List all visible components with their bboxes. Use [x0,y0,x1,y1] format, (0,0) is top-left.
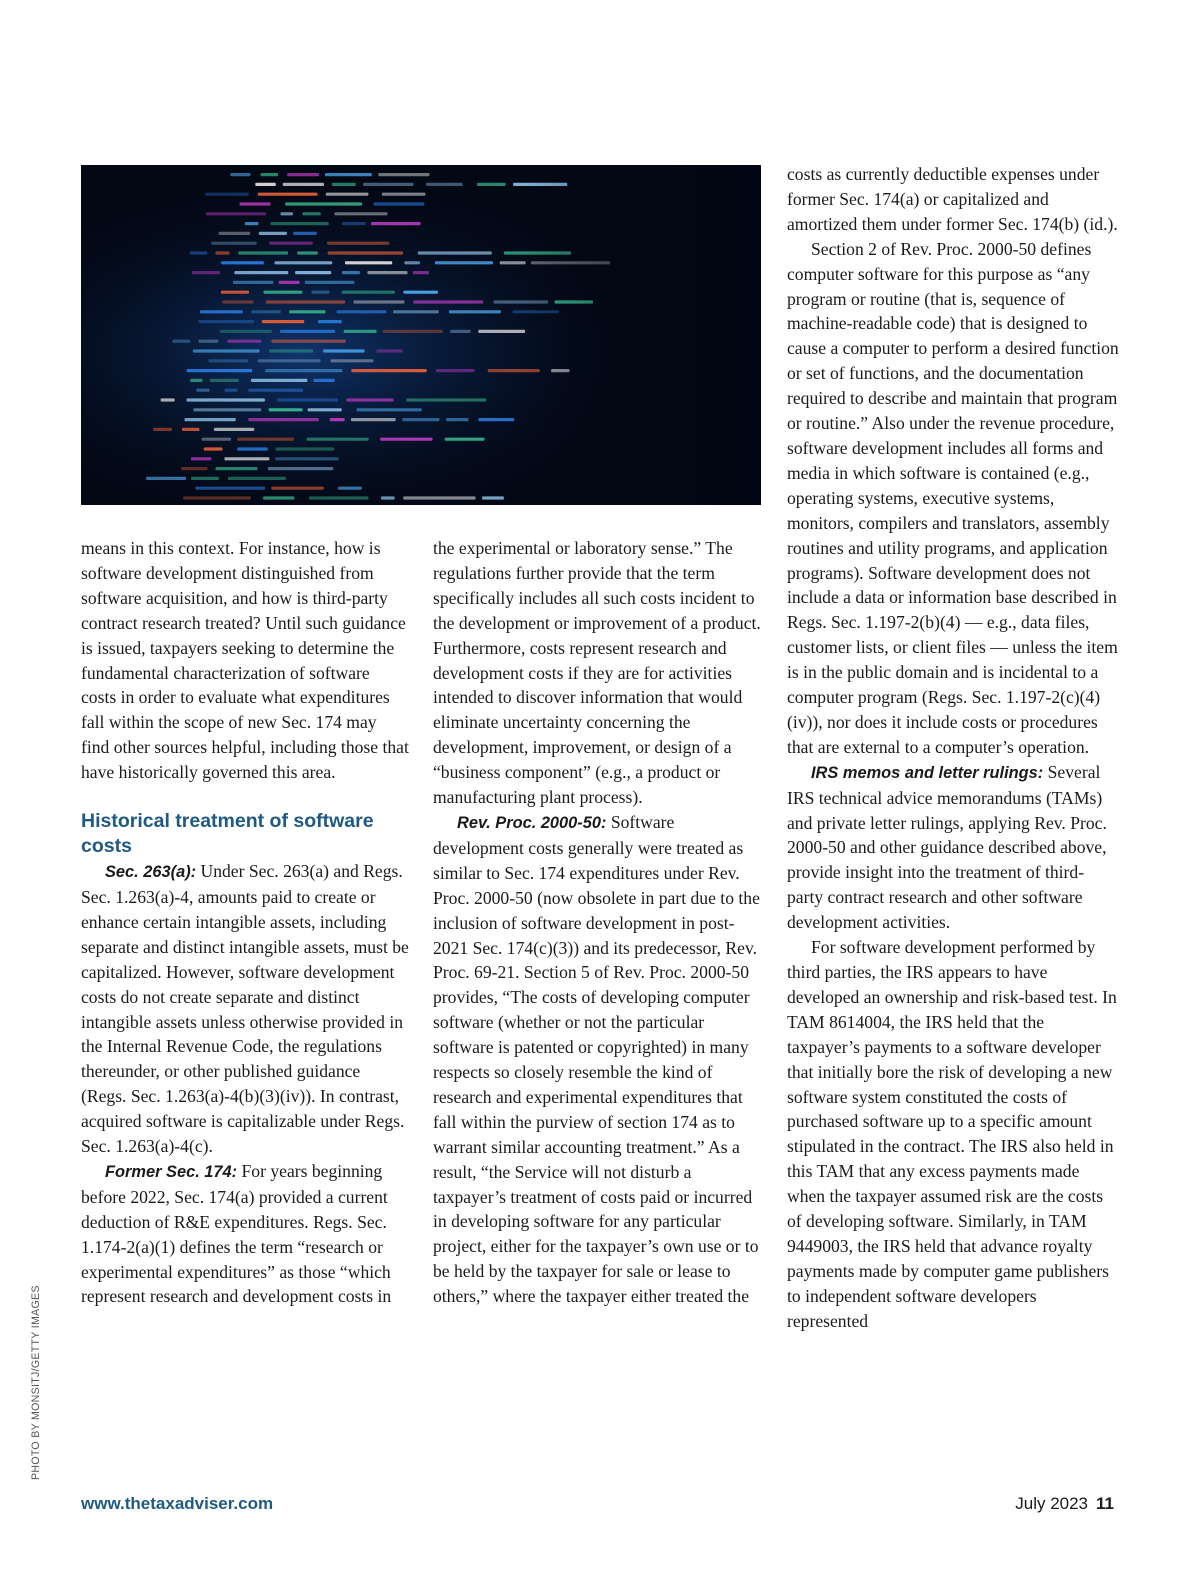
body-paragraph [787,760,1119,935]
body-paragraph [81,859,409,1159]
column-3 [787,162,1119,1334]
column-2 [433,536,761,1309]
paragraph-text: For years beginning before 2022, Sec. 174(a) provided a current deduction of R&E expenditures. Regs. Sec. 1.174-2(a)(1) defines the term “research or experimental expenditures” as those “which represent research and development costs in [81,1160,392,1307]
paragraph-text: Under Sec. 263(a) and Regs. Sec. 1.263(a)-4, amounts paid to create or enhance certain intangible assets, including separate and distinct intangible assets, must be capitalized. However, software development costs do not create separate and distinct intangible assets unless otherwise provided in the Internal Revenue Code, the regulations thereunder, or other published guidance (Regs. Sec. 1.263(a)-4(b)(3)(iv)). In contrast, acquired software is capitalizable under Regs. Sec. 1.263(a)-4(c). [81,861,409,1157]
body-paragraph: the experimental or laboratory sense.” The regulations further provide that the term specifically includes all such costs incident to the development or improvement of a product. Furthermore, costs represent research and development costs if they are for activities intended to discover information that would eliminate uncertainty concerning the development, improvement, or design of a “business component” (e.g., a product or manufacturing plant process). [433,538,761,808]
code-screen-image [81,165,761,505]
page-number: 11 [1096,1494,1114,1513]
section-heading: Historical treatment of software costs [81,810,374,858]
body-paragraph: means in this context. For instance, how is software development distinguished from software acquisition, and how is third-party contract research treated? Until such guidance is issued, taxpayers seeking to determine the fundamental characterization of software costs in order to evaluate what expenditures fall within the scope of new Sec. 174 may find other sources helpful, including those that have historically governed this area. [81,538,409,783]
run-in-heading: Former Sec. 174: [105,1162,238,1181]
column-1 [81,536,409,1309]
paragraph-text: Software development costs generally were treated as similar to Sec. 174 expenditures under Rev. Proc. 2000-50 (now obsolete in part due to the inclusion of software development in post-2021 Sec. 174(c)(3)) and its predecessor, Rev. Proc. 69-21. Section 5 of Rev. Proc. 2000-50 provides, “The costs of developing computer software (whether or not the particular software is patented or copyrighted) in many respects so closely resemble the kind of research and experimental expenditures that fall within the purview of section 174 as to warrant similar accounting treatment.” As a result, “the Service will not disturb a taxpayer’s treatment of costs paid or incurred in developing software for any particular project, either for the taxpayer’s own use or to be held by the taxpayer for sale or lease to others,” where the taxpayer either treated the [433,811,760,1307]
body-paragraph: costs as currently deductible expenses under former Sec. 174(a) or capitalized and amortized them under former Sec. 174(b) (id.). [787,164,1118,234]
footer-date-page [1015,1494,1114,1514]
photo-credit: PHOTO BY MONSITJ/GETTY IMAGES [30,1285,42,1480]
body-paragraph [433,810,761,1309]
footer-date: July 2023 [1015,1494,1089,1513]
paragraph-text: Several IRS technical advice memorandums (TAMs) and private letter rulings, applying Rev. Proc. 2000-50 and other guidance described above, provide insight into the treatment of third-party contract research and other software development activities. [787,761,1107,933]
body-paragraph [81,1159,409,1309]
run-in-heading: Sec. 263(a): [105,863,197,882]
footer-url: www.thetaxadviser.com [81,1494,274,1513]
body-paragraph: Section 2 of Rev. Proc. 2000-50 defines computer software for this purpose as “any program or routine (that is, sequence of machine-readable code) that is designed to cause a computer to perform a desired function or set of functions, and the documentation required to describe and maintain that program or routine.” Also under the revenue procedure, software development includes all forms and media in which software is contained (e.g., operating systems, executive systems, monitors, compilers and translators, assembly routines and utility programs, and application programs). Software development does not include a data or information base described in Regs. Sec. 1.197-2(b)(4) — e.g., data files, customer lists, or client files — unless the item is in the public domain and is incidental to a computer program (Regs. Sec. 1.197-2(c)(4)(iv)), nor does it include costs or procedures that are external to a computer’s operation. [787,238,1119,757]
run-in-heading: Rev. Proc. 2000-50: [457,813,607,832]
run-in-heading: IRS memos and letter rulings: [811,763,1044,782]
body-paragraph: For software development performed by third parties, the IRS appears to have developed an ownership and risk-based test. In TAM 8614004, the IRS held that the taxpayer’s payments to a software developer that initially bore the risk of developing a new software system constituted the costs of purchased software up to a specific amount stipulated in the contract. The IRS also held in this TAM that any excess payments made when the taxpayer assumed risk are the costs of developing software. Similarly, in TAM 9449003, the IRS held that advance royalty payments made by computer game publishers to independent software developers represented [787,937,1117,1331]
